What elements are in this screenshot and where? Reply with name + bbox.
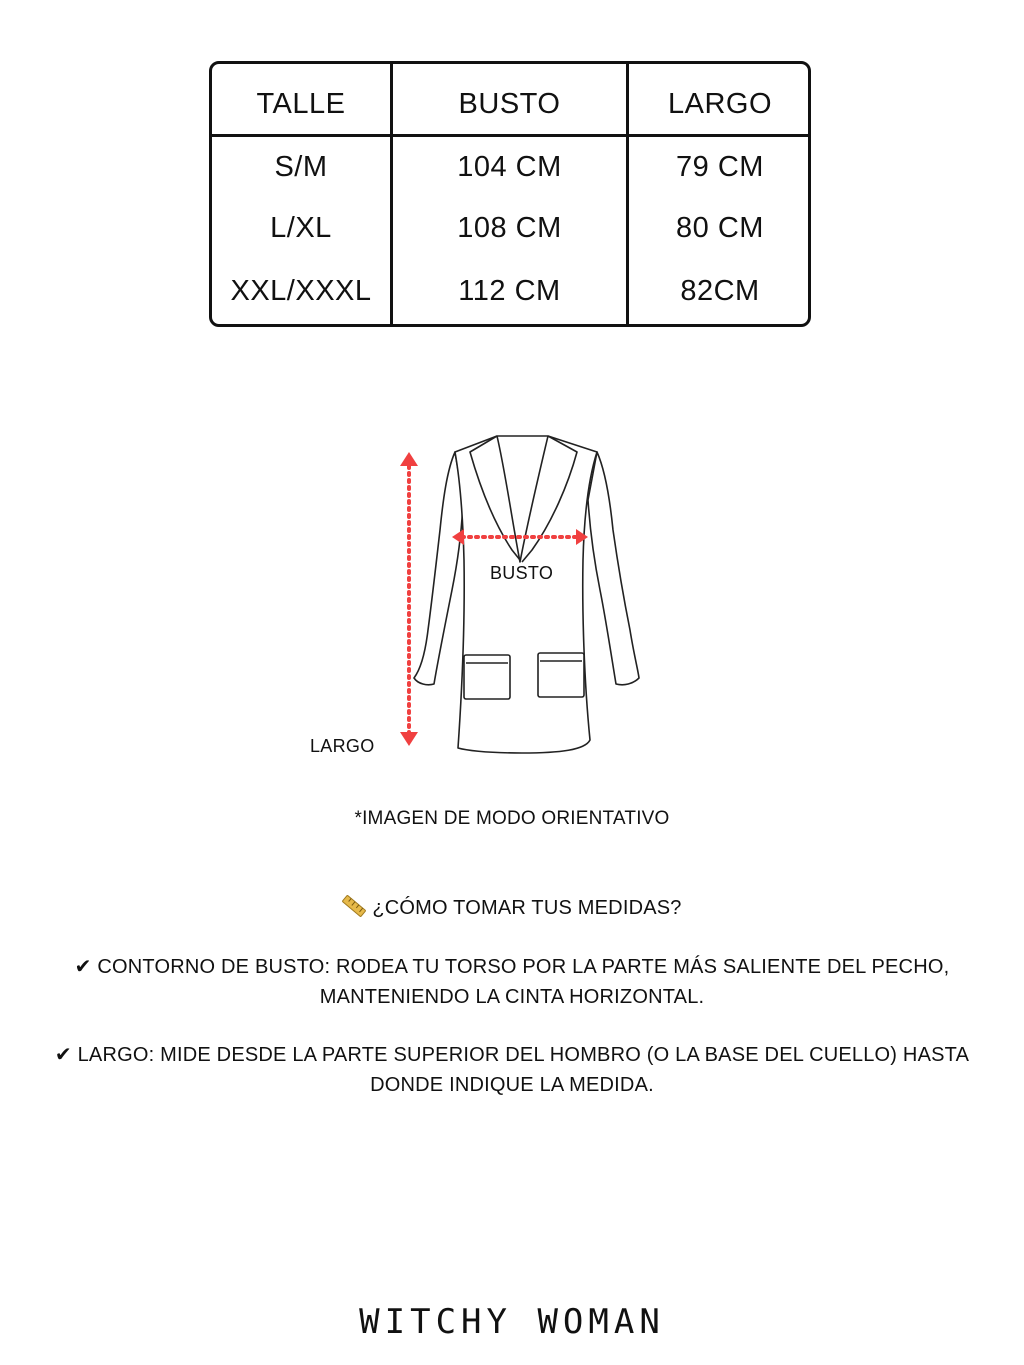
dress-coat-outline-icon [300,420,660,780]
how-to-title [40,893,984,923]
table-cell-size: L/XL [270,211,332,244]
check-mark-icon: ✔ [54,1044,72,1066]
length-instruction-text: LARGO: MIDE DESDE LA PARTE SUPERIOR DEL HOMBRO (O LA BASE DEL CUELLO) HASTA [77,1044,970,1066]
table-cell-size: S/M [274,150,328,183]
left-pocket [464,655,510,699]
right-sleeve [588,452,639,685]
right-pocket [538,653,584,697]
length-arrow [400,452,418,746]
garment-body [455,436,597,753]
table-header-divider [212,134,808,137]
header-busto: BUSTO [458,87,561,120]
how-to-title-text: ¿CÓMO TOMAR TUS MEDIDAS? [372,897,682,919]
length-instruction [40,1040,984,1100]
length-instruction-line: DONDE INDIQUE LA MEDIDA. [370,1074,654,1096]
orientative-note: *IMAGEN DE MODO ORIENTATIVO [354,808,670,829]
left-sleeve [414,452,463,685]
table-cell-bust: 104 CM [457,150,562,183]
ruler-icon [342,895,366,917]
largo-label: LARGO [310,736,375,756]
table-cell-bust: 112 CM [458,274,561,307]
bust-instruction [40,952,984,1012]
table-cell-length: 79 CM [676,150,764,183]
table-cell-bust: 108 CM [457,211,562,244]
bust-instruction-line: MANTENIENDO LA CINTA HORIZONTAL. [319,986,705,1008]
size-table [209,61,811,327]
table-cell-size: XXL/XXXL [230,274,372,307]
check-mark-icon: ✔ [74,956,92,978]
busto-label: BUSTO [490,563,554,583]
bust-instruction-text: CONTORNO DE BUSTO: RODEA TU TORSO POR LA PARTE MÁS SALIENTE DEL PECHO, [97,956,950,978]
table-cell-length: 82CM [680,274,760,307]
brand-logo: WITCHY WOMAN [359,1302,665,1342]
header-talle: TALLE [256,87,346,120]
table-cell-length: 80 CM [676,211,764,244]
length-instruction-line [40,1040,984,1070]
bust-instruction-line [40,952,984,982]
header-largo: LARGO [667,87,773,120]
